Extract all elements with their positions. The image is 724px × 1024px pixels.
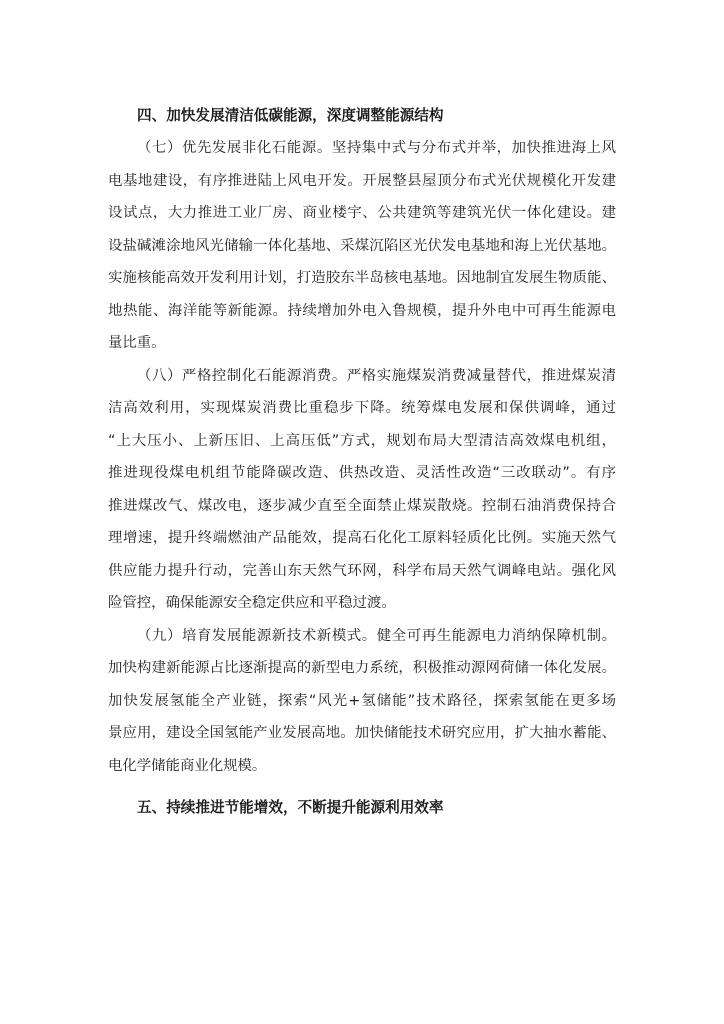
paragraph-line: 量比重。: [108, 335, 166, 351]
paragraph-line: 洁高效利用，实现煤炭消费比重稳步下降。统筹煤电发展和保供调峰，通过: [108, 400, 616, 416]
paragraph-line: （九）培育发展能源新技术新模式。健全可再生能源电力消纳保障机制。: [137, 627, 616, 644]
paragraph-line: 设盐碱滩涂地风光储输一体化基地、采煤沉陷区光伏发电基地和海上光伏基地。: [108, 237, 616, 254]
paragraph-line: 加快构建新能源占比逐渐提高的新型电力系统，积极推动源网荷储一体化发展。: [108, 660, 616, 676]
paragraph-line: （八）严格控制化石能源消费。严格实施煤炭消费减量替代，推进煤炭清: [137, 367, 616, 384]
paragraph-line: 设试点，大力推进工业厂房、商业楼宇、公共建筑等建筑光伏一体化建设。建: [108, 205, 616, 221]
paragraph-line: 加快发展氢能全产业链，探索“风光+氢储能”技术路径，探索氢能在更多场: [108, 692, 616, 709]
paragraph-line: 电化学储能商业化规模。: [108, 757, 267, 774]
paragraph-line: 理增速，提升终端燃油产品能效，提高石化化工原料轻质化比例。实施天然气: [108, 530, 616, 546]
paragraph-9: [108, 620, 616, 783]
paragraph-7: [108, 132, 616, 360]
paragraph-line: 景应用，建设全国氢能产业发展高地。加快储能技术研究应用，扩大抽水蓄能、: [108, 725, 616, 741]
section-heading-4: 四、加快发展清洁低碳能源，深度调整能源结构: [137, 107, 444, 124]
paragraph-line: （七）优先发展非化石能源。坚持集中式与分布式并举，加快推进海上风: [137, 140, 616, 156]
paragraph-line: 供应能力提升行动，完善山东天然气环网，科学布局天然气调峰电站。强化风: [108, 562, 616, 579]
document-page: [108, 100, 616, 824]
paragraph-line: 地热能、海洋能等新能源。持续增加外电入鲁规模，提升外电中可再生能源电: [108, 302, 616, 319]
paragraph-line: “上大压小、上新压旧、上高压低”方式，规划布局大型清洁高效煤电机组，: [108, 432, 616, 449]
paragraph-line: 实施核能高效开发利用计划，打造胶东半岛核电基地。因地制宜发展生物质能、: [108, 270, 616, 286]
paragraph-8: [108, 360, 616, 620]
paragraph-line: 推进煤改气、煤改电，逐步减少直至全面禁止煤炭散烧。控制石油消费保持合: [108, 497, 616, 514]
paragraph-line: 推进现役煤电机组节能降碳改造、供热改造、灵活性改造“三改联动”。有序: [108, 465, 616, 481]
paragraph-line: 电基地建设，有序推进陆上风电开发。开展整县屋顶分布式光伏规模化开发建: [108, 172, 616, 189]
section-heading-5: 五、持续推进节能增效，不断提升能源利用效率: [137, 799, 444, 816]
paragraph-line: 险管控，确保能源安全稳定供应和平稳过渡。: [108, 595, 396, 611]
